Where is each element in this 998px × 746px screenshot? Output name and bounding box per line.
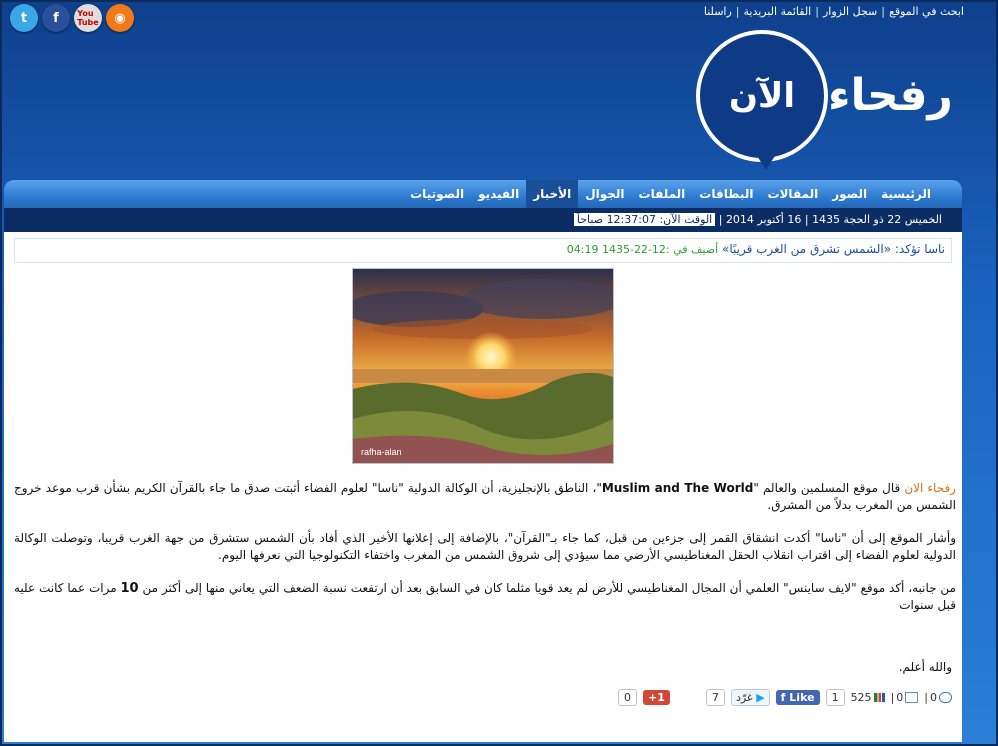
article-title[interactable]: ناسا تؤكد: «الشمس تشرق من الغرب قريبًا» — [721, 242, 945, 256]
main-nav — [4, 180, 962, 208]
nav-mobile[interactable]: الجوال — [585, 187, 625, 201]
share-bar — [618, 686, 952, 708]
article-title-box — [14, 238, 952, 263]
logo-circle: الآن — [696, 30, 828, 162]
nav-photos[interactable]: الصور — [832, 187, 868, 201]
site-logo[interactable] — [696, 30, 966, 165]
email-stat: | 0 — [891, 691, 919, 704]
views-stat: 525 — [851, 691, 885, 704]
nav-cards[interactable]: البطاقات — [699, 187, 754, 201]
source-name: رفحاء الان — [904, 481, 956, 495]
mailing-list-link[interactable]: القائمة البريدية — [743, 5, 812, 18]
facebook-icon[interactable]: f — [42, 4, 70, 32]
article-body — [14, 480, 956, 630]
nav-audio[interactable]: الصوتيات — [410, 187, 465, 201]
facebook-like-button[interactable]: f Like — [776, 690, 820, 705]
comment-icon[interactable] — [939, 692, 952, 703]
contact-link[interactable]: راسلنا — [703, 5, 732, 18]
article-content — [4, 232, 962, 742]
paragraph-1: رفحاء الان قال موقع المسلمين والعالم "Muslim and The World"، الناطق بالإنجليزية، أن الوكالة الدولية "ناسا" لعلوم الفضاء أثبتت صدق ما جاء بالقرآن الكريم بشأن قرب موعد خروج الشمس من المغرب بدلاً من المشرق. — [14, 481, 956, 512]
nav-articles[interactable]: المقالات — [767, 187, 819, 201]
nav-home[interactable]: الرئيسية — [881, 187, 931, 201]
top-links: ابحث في الموقع | سجل الزوار | القائمة البريدية | راسلنا — [703, 5, 964, 18]
current-time: الوقت الآن: 12:37:07 صباحاً — [574, 213, 715, 226]
closing-text: والله أعلم. — [898, 660, 952, 674]
paragraph-3: من جانبه، أكد موقع "لايف ساينس" العلمي أن المجال المغناطيسي للأرض لم يعد قويا مثلما كان في السابق بعد أن ارتفعت نسبة الضعف التي يعاني منها إلى أكثر من 10 مرات عما كانت عليه قبل سنوات — [14, 581, 956, 612]
guestbook-link[interactable]: سجل الزوار — [822, 5, 878, 18]
tweet-count: 7 — [706, 689, 725, 706]
social-icons — [10, 4, 134, 32]
rss-icon[interactable]: ◉ — [106, 4, 134, 32]
twitter-bird-icon: ▶ — [756, 690, 765, 704]
tweet-button[interactable]: غرّد ▶ — [731, 689, 770, 706]
facebook-like-count: 1 — [826, 689, 845, 706]
logo-word: رفحاء — [828, 70, 953, 121]
gplus-button[interactable]: +1 — [643, 690, 670, 705]
email-icon[interactable] — [905, 692, 918, 703]
paragraph-2: وأشار الموقع إلى أن "ناسا" أكدت انشقاق القمر إلى جزءين من قبل، كما جاء بـ"القرآن"، بالإضافة إلى إعلانها الأخير الذي أفاد بأن الشمس ستشرق من جهة الغرب قريبا، وتوصلت الوكالة الدولية لعلوم الفضاء إلى اقتراب انقلاب الحقل المغناطيسي الأرضي مما سيؤدي إلى شروق الشمس من المغرب واختفاء التكنولوجيا التي نعرفها اليوم. — [14, 531, 956, 562]
article-date: أضيف في :12-22-1435 04:19 — [566, 243, 719, 256]
photo-caption: rafha-alan — [361, 447, 402, 457]
nav-files[interactable]: الملفات — [638, 187, 686, 201]
search-site-link[interactable]: ابحث في الموقع — [888, 5, 964, 18]
youtube-icon[interactable]: You Tube — [74, 4, 102, 32]
nav-news[interactable]: الأخبار — [526, 180, 578, 208]
date-bar — [4, 208, 962, 232]
gplus-count: 0 — [618, 689, 637, 706]
twitter-icon[interactable]: t — [10, 4, 38, 32]
current-date: الخميس 22 ذو الحجة 1435 | 16 أكتوبر 2014 | — [718, 213, 942, 226]
nav-video[interactable]: الفيديو — [478, 187, 520, 201]
bar-chart-icon — [874, 693, 885, 702]
article-photo — [352, 268, 614, 464]
logo-bubble-tail — [752, 148, 780, 170]
comments-stat: | 0 — [924, 691, 952, 704]
